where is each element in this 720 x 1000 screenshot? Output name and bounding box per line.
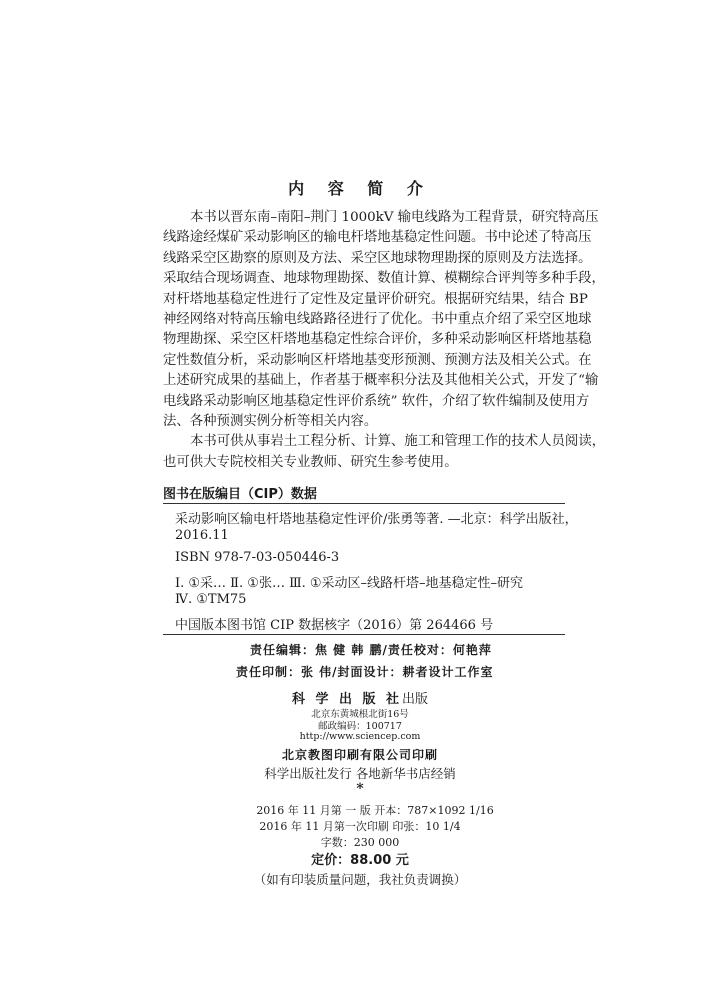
abstract-line: 也可供大专院校相关专业教师、研究生参考使用。	[163, 454, 458, 470]
cip-approval-text: 中国版本图书馆 CIP 数据核字（2016）第 264466 号	[175, 618, 494, 633]
distribution-line: 科学出版社发行 各地新华书店经销	[264, 766, 456, 781]
content-summary-text	[163, 208, 606, 473]
word-count-line: 字数：230 000	[320, 836, 400, 849]
abstract-line: 上述研究成果的基础上，作者基于概率积分法及其他相关公式，开发了“输	[163, 373, 599, 389]
publisher-website: http://www.sciencep.com	[299, 731, 421, 742]
cip-approval-line	[163, 614, 565, 633]
editor-credits: 责任编辑：焦 健 韩 鹏/责任校对：何艳萍	[250, 643, 492, 657]
abstract-line: 定性数值分析，采动影响区杆塔地基变形预测、预测方法及相关公式。在	[163, 352, 592, 368]
cip-date-line	[163, 528, 565, 543]
abstract-line: 神经网络对特高压输电线路路径进行了优化。书中重点介绍了采空区地球	[163, 311, 592, 327]
publisher-address: 北京东黄城根北街16号	[311, 709, 409, 720]
edition-line: 2016 年 11 月第 一 版 开本：787×1092 1/16	[256, 804, 494, 817]
cip-top-rule	[163, 503, 565, 504]
quality-notice: （如有印装质量问题，我社负责调换）	[253, 872, 467, 887]
price-line: 定价：88.00 元	[311, 853, 409, 868]
content-summary-title: 内 容 简 介	[288, 179, 432, 198]
production-credits: 责任印制：张 伟/封面设计：耕者设计工作室	[236, 665, 494, 679]
publisher-line	[0, 688, 720, 707]
cip-classification-text-2: Ⅳ. ①TM75	[175, 592, 247, 607]
printer-line: 北京教图印刷有限公司印刷	[281, 748, 438, 762]
printing-line: 2016 年 11 月第一次印刷 印张：10 1/4	[259, 820, 461, 833]
publisher-postcode: 邮政编码：100717	[318, 721, 402, 732]
abstract-line: 电线路采动影响区地基稳定性评价系统” 软件，介绍了软件编制及使用方	[163, 393, 590, 409]
cip-title-line	[163, 508, 578, 527]
cip-classification-text: Ⅰ. ①采… Ⅱ. ①张… Ⅲ. ①采动区–线路杆塔–地基稳定性–研究	[175, 576, 524, 591]
publisher-name: 科 学 出 版 社	[291, 692, 403, 707]
cip-heading: 图书在版编目（CIP）数据	[163, 487, 317, 502]
abstract-line: 物理勘探、采空区杆塔地基稳定性综合评价，多种采动影响区杆塔地基稳	[163, 332, 592, 348]
publisher-suffix: 出版	[402, 692, 429, 707]
abstract-line: 法、各种预测实例分析等相关内容。	[163, 413, 378, 429]
cip-isbn-text: ISBN 978-7-03-050446-3	[175, 550, 340, 565]
abstract-line: 本书以晋东南–南阳–荆门 1000kV 输电线路为工程背景，研究特高压	[190, 210, 599, 225]
abstract-line: 对杆塔地基稳定性进行了定性及定量评价研究。根据研究结果，结合 BP	[163, 291, 588, 307]
separator-star: *	[356, 781, 364, 797]
abstract-line: 采取结合现场调查、地球物理勘探、数值计算、模糊综合评判等多种手段，	[163, 271, 605, 287]
cip-bottom-rule	[163, 634, 565, 635]
abstract-line: 线路采空区勘察的原则及方法、采空区地球物理勘探的原则及方法选择。	[163, 250, 592, 266]
cip-isbn-line	[163, 550, 565, 565]
abstract-line: 本书可供从事岩土工程分析、计算、施工和管理工作的技术人员阅读，	[190, 434, 606, 450]
abstract-line: 线路途经煤矿采动影响区的输电杆塔地基稳定性问题。书中论述了特高压	[163, 230, 592, 246]
cip-title-text: 采动影响区输电杆塔地基稳定性评价/张勇等著. —北京：科学出版社，	[175, 512, 578, 527]
cip-classification-line-2	[163, 592, 565, 607]
cip-classification-line	[163, 572, 565, 591]
cip-date-text: 2016.11	[175, 528, 229, 543]
